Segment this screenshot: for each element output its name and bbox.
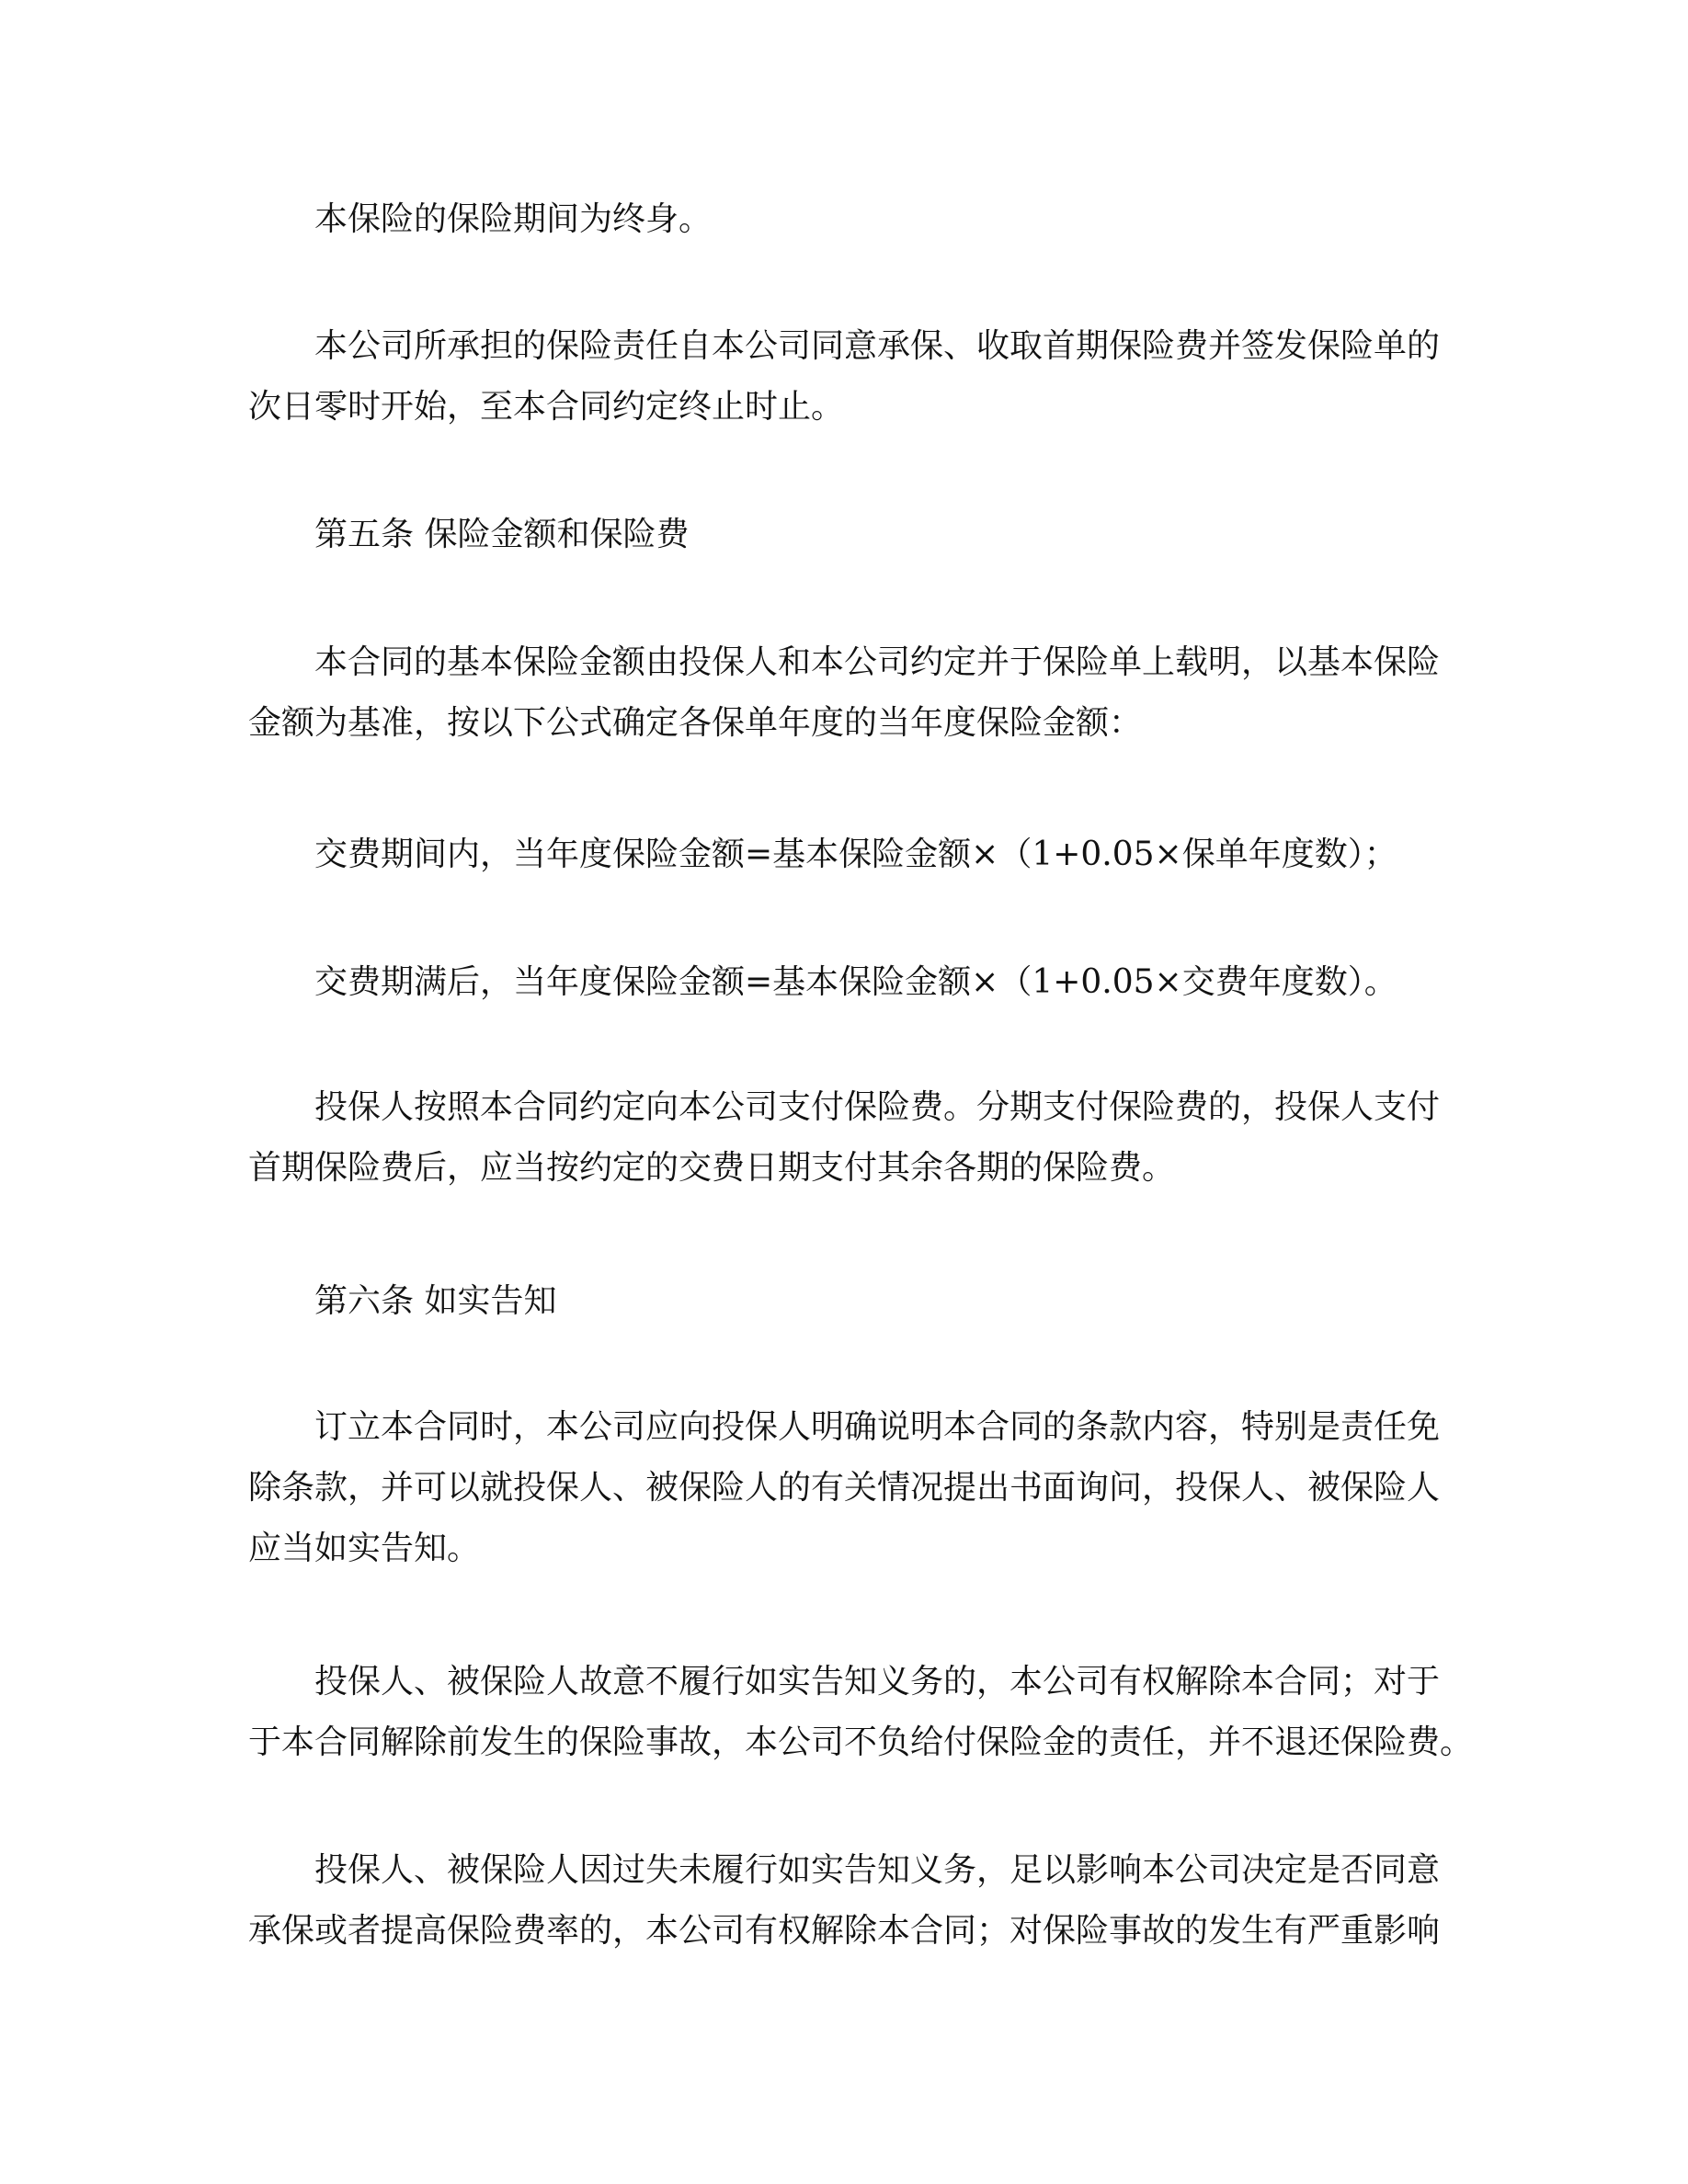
paragraph-basic-sum-insured	[248, 632, 1443, 754]
paragraph-insurance-period	[248, 189, 1443, 250]
text-line: 订立本合同时，本公司应向投保人明确说明本合同的条款内容，特别是责任免	[314, 1408, 1441, 1446]
text-line: 交费期间内，当年度保险金额=基本保险金额×（1+0.05×保单年度数）；	[314, 836, 1397, 873]
text-line: 投保人、被保险人因过失未履行如实告知义务，足以影响本公司决定是否同意	[314, 1851, 1441, 1889]
text-line: 次日零时开始，至本合同约定终止时止。	[248, 388, 845, 426]
section-heading-article-6	[248, 1271, 1443, 1332]
paragraph-premium-payment	[248, 1077, 1443, 1199]
paragraph-intentional-nondisclosure	[248, 1652, 1474, 1773]
text-line: 应当如实告知。	[248, 1530, 481, 1567]
formula-during-payment-period	[248, 825, 1443, 885]
section-heading-article-5	[248, 505, 1443, 565]
text-line: 第六条 如实告知	[314, 1282, 557, 1320]
text-line: 承保或者提高保险费率的，本公司有权解除本合同；对保险事故的发生有严重影响	[248, 1912, 1441, 1950]
text-line: 第五条 保险金额和保险费	[314, 516, 690, 553]
text-line: 于本合同解除前发生的保险事故，本公司不负给付保险金的责任，并不退还保险费。	[248, 1723, 1474, 1761]
formula-after-payment-period	[248, 952, 1443, 1013]
text-line: 交费期满后，当年度保险金额=基本保险金额×（1+0.05×交费年度数）。	[314, 963, 1397, 1001]
text-line: 投保人、被保险人故意不履行如实告知义务的，本公司有权解除本合同；对于	[314, 1663, 1441, 1701]
text-line: 投保人按照本合同约定向本公司支付保险费。分期支付保险费的，投保人支付	[314, 1088, 1441, 1126]
text-line: 除条款，并可以就投保人、被保险人的有关情况提出书面询问，投保人、被保险人	[248, 1469, 1441, 1507]
paragraph-disclosure-duty	[248, 1397, 1443, 1579]
paragraph-negligent-nondisclosure	[248, 1840, 1443, 1962]
text-line: 本保险的保险期间为终身。	[314, 200, 713, 238]
paragraph-liability-start	[248, 316, 1443, 438]
text-line: 本公司所承担的保险责任自本公司同意承保、收取首期保险费并签发保险单的	[314, 327, 1441, 365]
text-line: 首期保险费后，应当按约定的交费日期支付其余各期的保险费。	[248, 1149, 1176, 1187]
text-line: 本合同的基本保险金额由投保人和本公司约定并于保险单上载明，以基本保险	[314, 643, 1441, 681]
text-line: 金额为基准，按以下公式确定各保单年度的当年度保险金额：	[248, 704, 1143, 742]
